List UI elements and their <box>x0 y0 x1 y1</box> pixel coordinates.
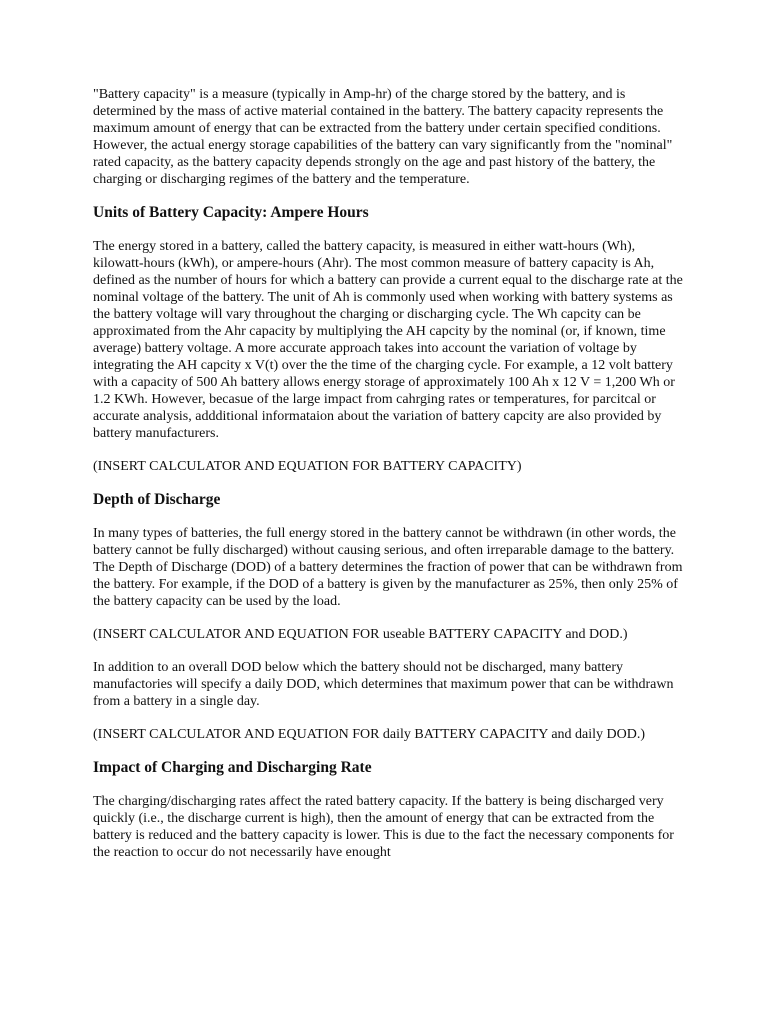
paragraph-daily-dod: In addition to an overall DOD below which the battery should not be discharged, many battery manufactories will specify a daily DOD, which determines that maximum power that can be withdrawn from a battery in a single day. <box>93 660 674 709</box>
document-page <box>93 86 683 877</box>
paragraph-charging-discharging-rates: The charging/discharging rates affect the rated battery capacity. If the battery is being discharged very quickly (i.e., the discharge current is high), then the amount of energy that can be extracted from the battery is reduced and the battery capacity is lower. This is due to the fact the necessary components for the reaction to occur do not necessarily have enought <box>93 794 674 860</box>
paragraph-battery-capacity-intro: "Battery capacity" is a measure (typically in Amp-hr) of the charge stored by the battery, and is determined by the mass of active material contained in the battery. The battery capacity represents the maximum amount of energy that can be extracted from the battery under certain specified conditions. However, the actual energy storage capabilities of the battery can vary significantly from the "nominal" rated capacity, as the battery capacity depends strongly on the age and past history of the battery, the charging or discharging regimes of the battery and the temperature. <box>93 87 673 187</box>
placeholder-insert-calculator-daily-capacity: (INSERT CALCULATOR AND EQUATION FOR daily BATTERY CAPACITY and daily DOD.) <box>93 727 646 742</box>
heading-impact-of-charging-rate: Impact of Charging and Discharging Rate <box>93 759 372 776</box>
placeholder-insert-calculator-capacity: (INSERT CALCULATOR AND EQUATION FOR BATTERY CAPACITY) <box>93 459 522 474</box>
heading-depth-of-discharge: Depth of Discharge <box>93 491 221 508</box>
heading-units-of-battery-capacity: Units of Battery Capacity: Ampere Hours <box>93 204 369 221</box>
paragraph-depth-of-discharge: In many types of batteries, the full energy stored in the battery cannot be withdrawn (in other words, the battery cannot be fully discharged) without causing serious, and often irreparable damage to the battery. The Depth of Discharge (DOD) of a battery determines the fraction of power that can be withdrawn from the battery. For example, if the DOD of a battery is given by the manufacturer as 25%, then only 25% of the battery capacity can be used by the load. <box>93 526 683 609</box>
paragraph-energy-stored: The energy stored in a battery, called the battery capacity, is measured in either watt-hours (Wh), kilowatt-hours (kWh), or ampere-hours (Ahr). The most common measure of battery capacity is Ah, defined as the number of hours for which a battery can provide a current equal to the discharge rate at the nominal voltage of the battery. The unit of Ah is commonly used when working with battery systems as the battery voltage will vary throughout the charging or discharging cycle. The Wh capcity can be approximated from the Ahr capacity by multiplying the AH capcity by the nominal (or, if known, time average) battery voltage. A more accurate approach takes into account the variation of voltage by integrating the AH capcity x V(t) over the the time of the charging cycle. For example, a 12 volt battery with a capacity of 500 Ah battery allows energy storage of approximately 100 Ah x 12 V = 1,200 Wh or 1.2 KWh. However, becasue of the large impact from cahrging rates or temperatures, for parcitcal or accurate analysis, addditional informataion about the variation of battery capcity are also provided by battery manufacturers. <box>93 239 683 441</box>
placeholder-insert-calculator-useable-capacity: (INSERT CALCULATOR AND EQUATION FOR useable BATTERY CAPACITY and DOD.) <box>93 627 628 642</box>
